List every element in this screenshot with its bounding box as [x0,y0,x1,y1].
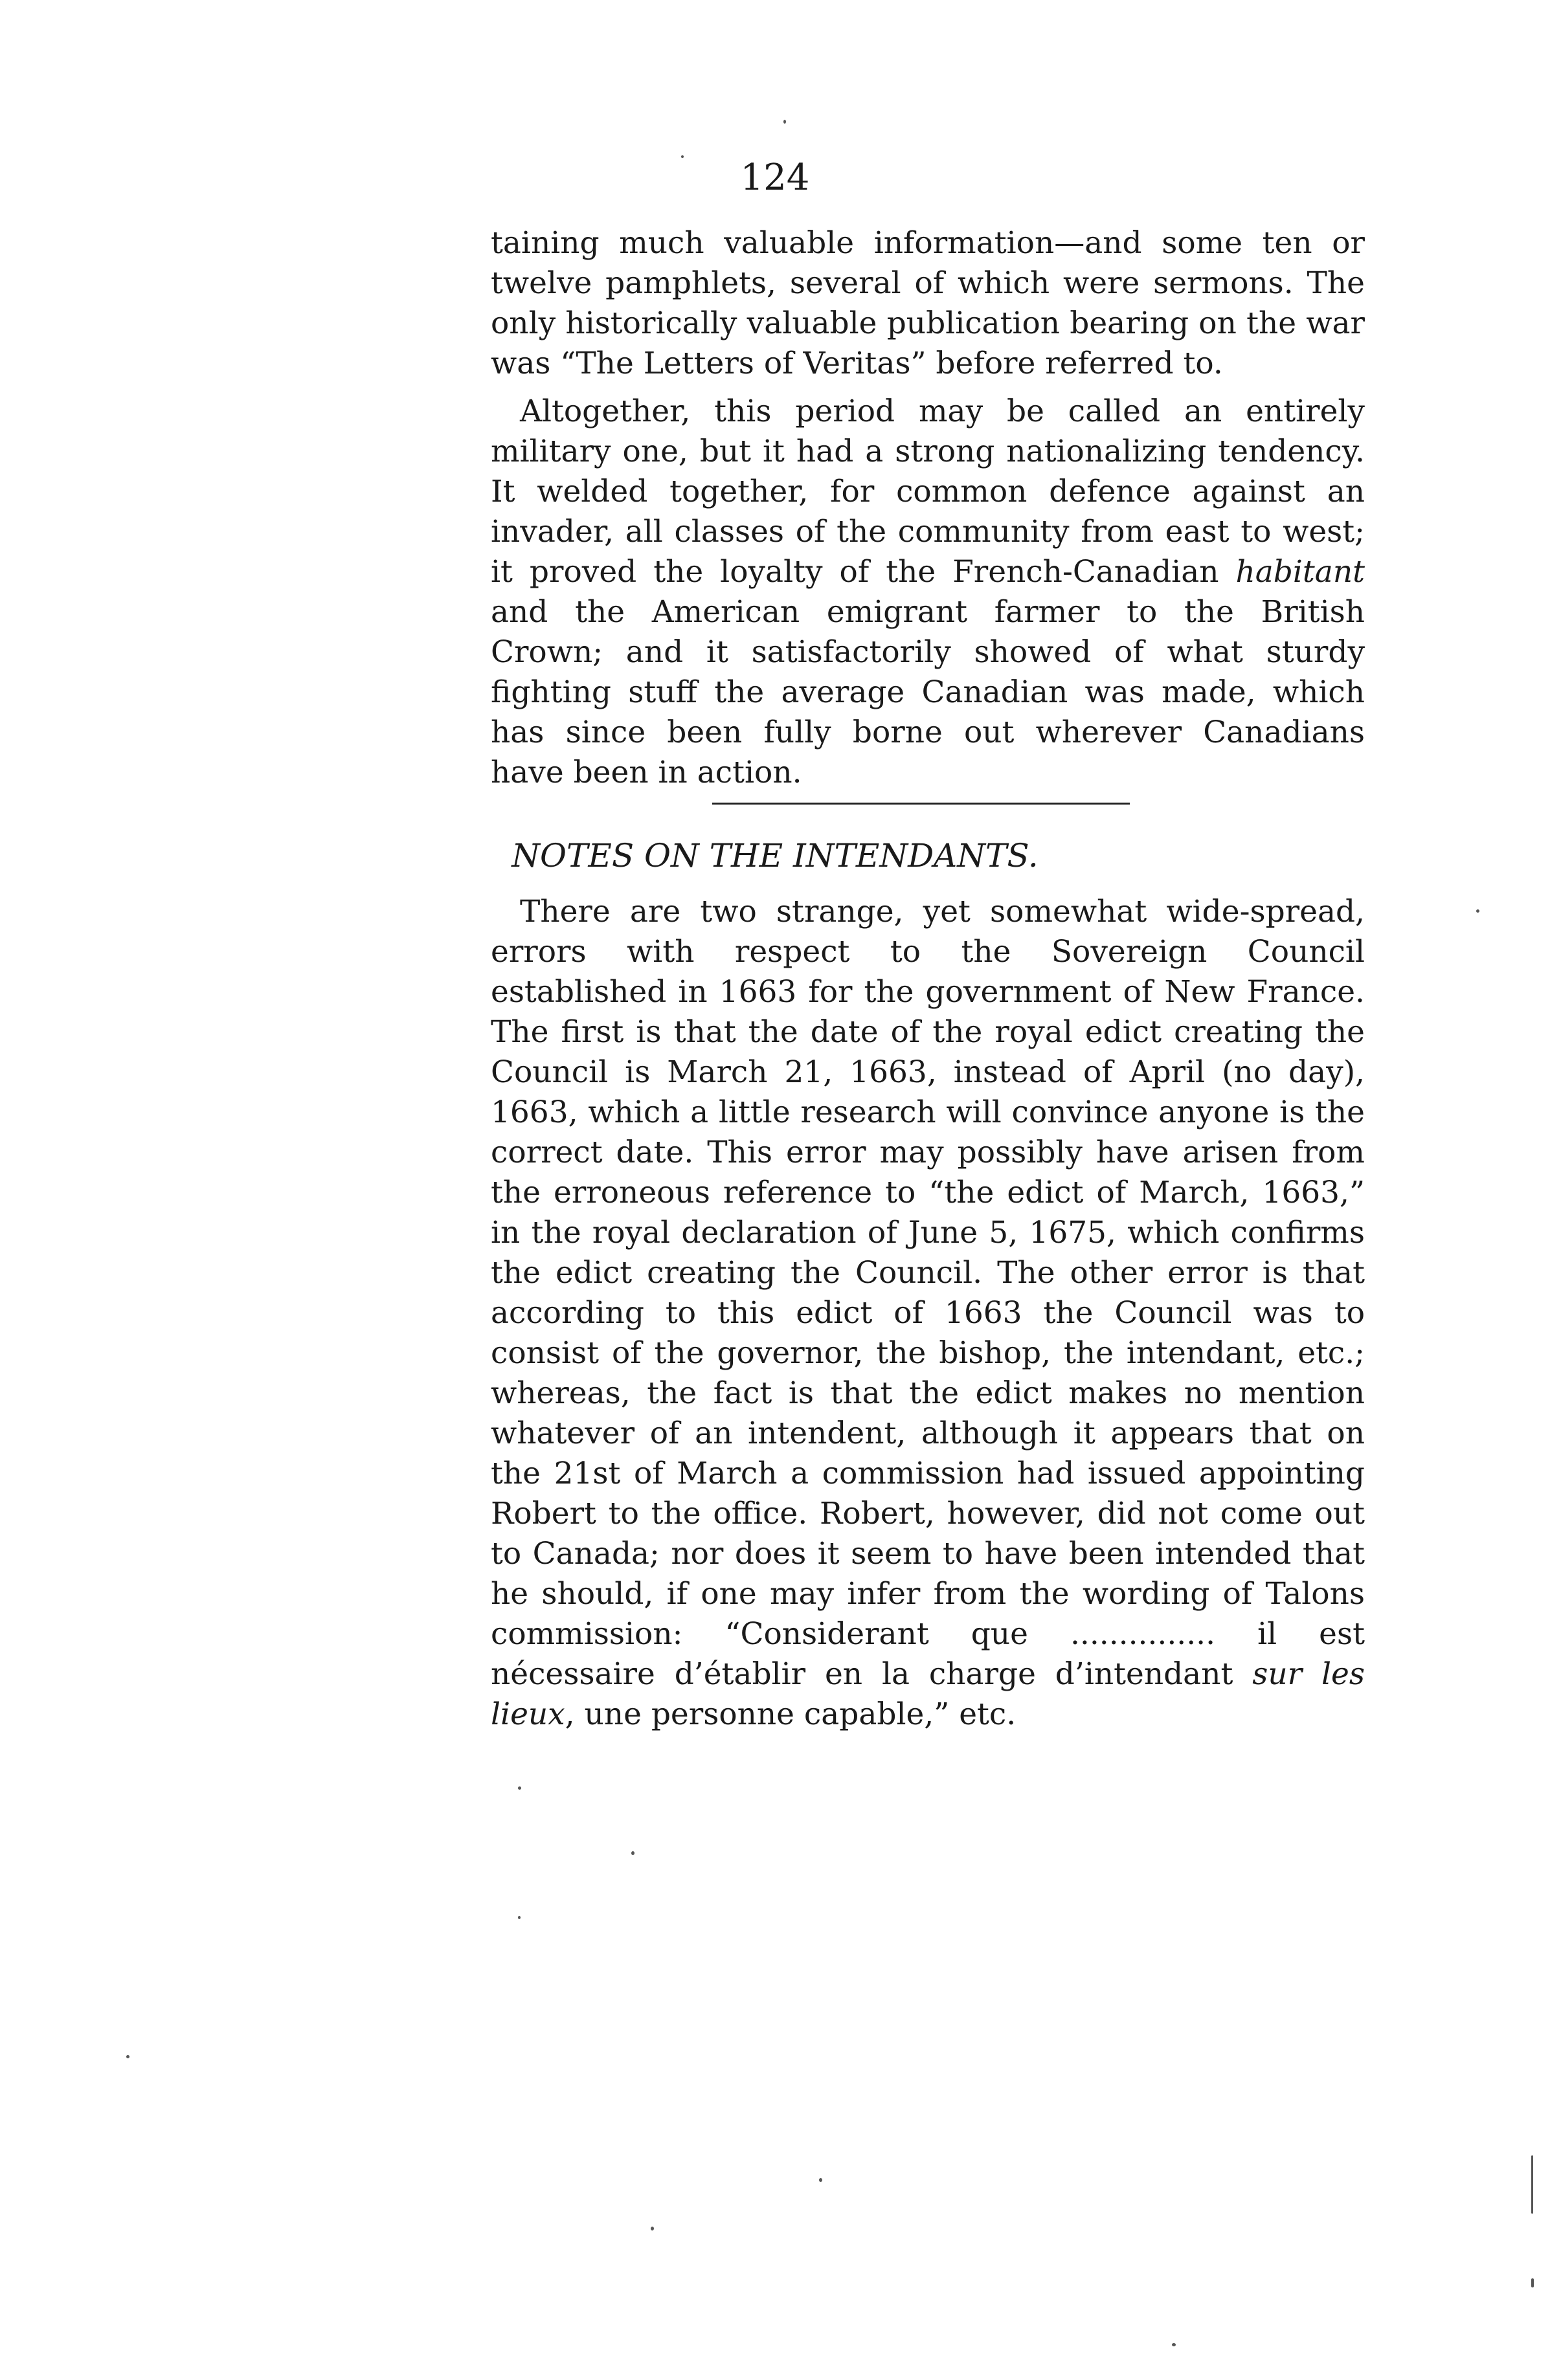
paragraph-continuation [491,223,1365,384]
paragraph-text: taining much valuable information—and some ten or twelve pamphlets, several of which were sermons. The only historically valuable publication bearing on the war was “The Letters of Veritas” before referred to. [491,225,1365,381]
italic-term: habitant [1235,554,1365,590]
scan-speck [126,2055,129,2058]
text-segment: There are two strange, yet somewhat wide-spread, errors with respect to the Sovereign Council established in 1663 for the government of New France. The first is that the date of the royal edict creating the Council is March 21, 1663, instead of April (no day), 1663, which a little research will convince anyone is the correct date. This error may possibly have arisen from the erroneous reference to “the edict of March, 1663,” in the royal declaration of June 5, 1675, which confirms the edict creating the Council. The other error is that according to this edict of 1663 the Council was to consist of the governor, the bishop, the intendant, etc.; whereas, the fact is that the edict makes no mention whatever of an intendent, although it appears that on the 21st of March a commission had issued appointing Robert to the office. Robert, however, did not come out to Canada; nor does it seem to have been intended that he should, if one may infer from the wording of Talons commission: “Considerant que ............... il est nécessaire d’établir en la charge d’intendant [491,894,1365,1692]
scan-speck [1531,2278,1534,2287]
scan-speck [518,1916,521,1919]
scan-speck [518,1786,521,1790]
text-segment: , une personne capable,” etc. [565,1696,1016,1732]
text-segment: Altogether, this period may be called an entirely military one, but it had a strong nationalizing tendency. It welded together, for common defence against an invader, all classes of the community from east to west; it proved the loyalty of the French-Canadian [491,394,1365,590]
italic-phrase: sur les lieux [491,1656,1365,1732]
scan-speck [681,155,684,158]
section-heading: NOTES ON THE INTENDANTS. [511,837,1039,874]
scan-speck [1531,2155,1533,2214]
section-divider [712,803,1130,805]
scan-speck [631,1851,635,1855]
paragraph-military-period [491,392,1365,793]
paragraph-text [491,892,1365,1735]
page-number: 124 [740,157,810,199]
paragraph-intendants [491,892,1365,1735]
scan-speck [1476,909,1479,913]
paragraph-text [491,392,1365,793]
scan-speck [819,2178,822,2182]
scan-speck [1172,2343,1176,2346]
text-segment: and the American emigrant farmer to the British Crown; and it satisfactorily showed of what sturdy fighting stuff the average Canadian was made, which has since been fully borne out wherever Canadians have been in action. [491,594,1365,790]
scan-speck [651,2227,654,2230]
scan-speck [783,120,786,124]
